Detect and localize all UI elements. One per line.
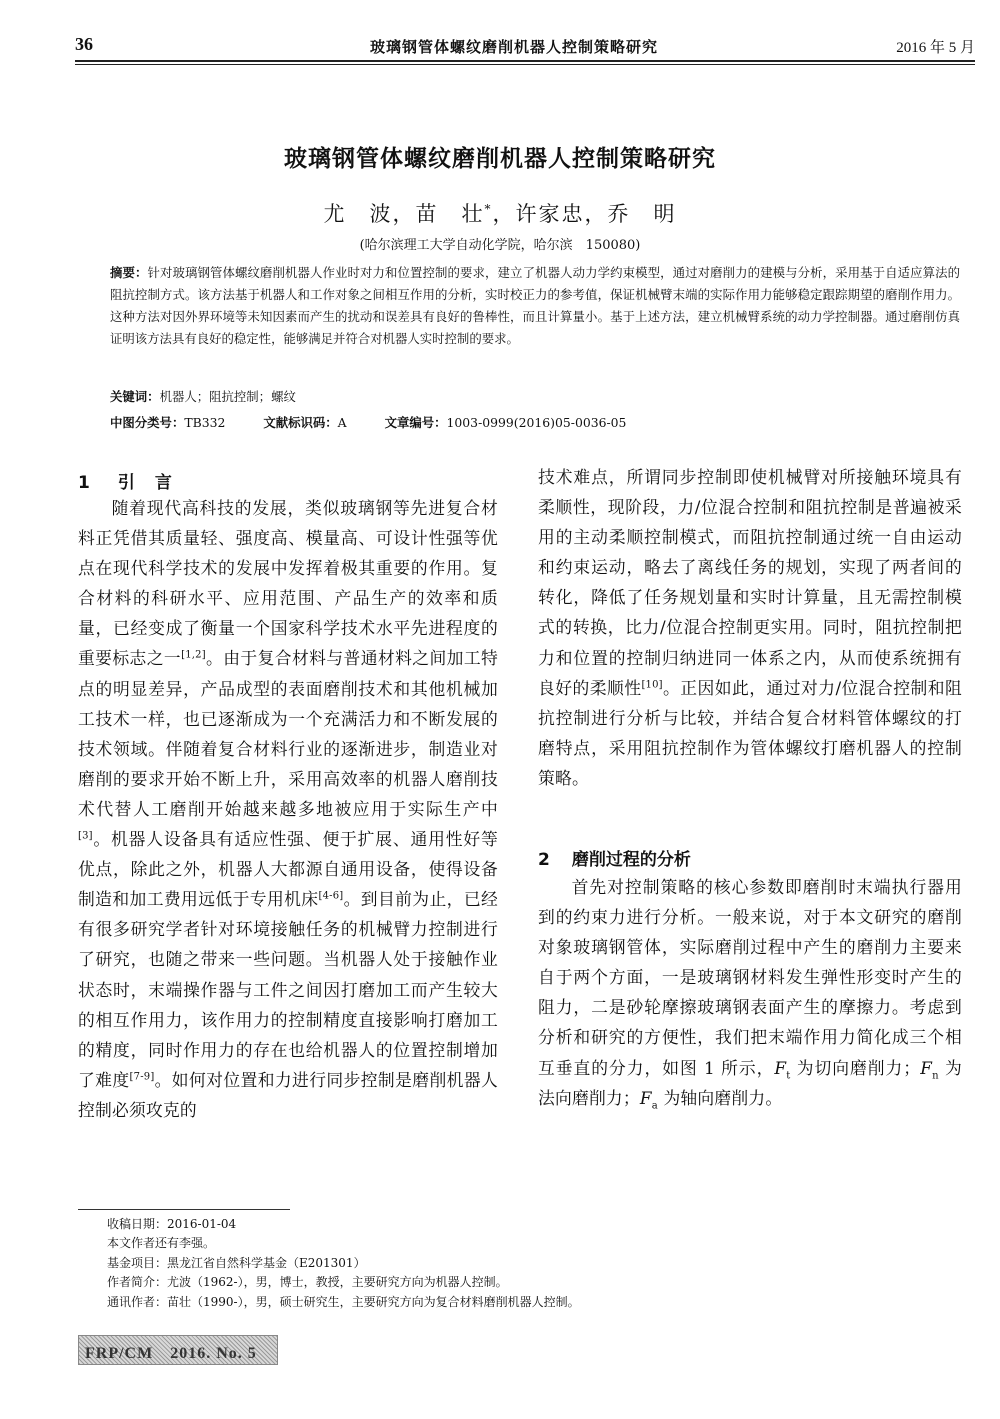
section-1-body: [78, 493, 498, 1125]
footnote-funding: 基金项目：黑龙江省自然科学基金（E201301）: [107, 1255, 366, 1270]
paper-title: 玻璃钢管体螺纹磨削机器人控制策略研究: [284, 146, 716, 172]
classification-line: [110, 413, 960, 431]
footnotes: [107, 1215, 967, 1312]
corresponding-mark: *: [484, 202, 493, 216]
citation: [4-6]: [318, 890, 344, 902]
body-text: 。由于复合材料与普通材料之间加工特点的明显差异，产品成型的表面磨削技术和其他机械加工技术一样，也已逐渐成为一个充满活力和不断发展的技术领域。伴随着复合材料行业的逐渐进步，制造业对磨削的要求开始不断上升，采用高效率的机器人磨削技术代替人工磨削开始越来越多地被应用于实际生产中: [78, 648, 499, 819]
doc-code-label: 文献标识码：: [263, 415, 338, 430]
abstract: [110, 262, 960, 350]
body-text: 为法向磨削力；: [538, 1057, 962, 1108]
body-text: 。正因如此，通过对力/位混合控制和阻抗控制进行分析与比较，并结合复合材料管体螺纹的打磨特点，采用阻抗控制作为管体螺纹打磨机器人的控制策略。: [538, 677, 962, 788]
running-title: 玻璃钢管体螺纹磨削机器人控制策略研究: [370, 38, 659, 56]
body-text: 。到目前为止，已经有很多研究学者针对环境接触任务的机械臂力控制进行了研究，也随之带来一些问题。当机器人处于接触作业状态时，末端操作器与工件之间因打磨加工而产生较大的相互作用力，该作用力的控制精度直接影响打磨加工的精度，同时作用力的存在也给机器人的位置控制增加了难度: [78, 889, 498, 1090]
body-text: 首先对控制策略的核心参数即磨削时末端执行器用到的约束力进行分析。一般来说，对于本文研究的磨削对象玻璃钢管体，实际磨削过程中产生的磨削力主要来自于两个方面，一是玻璃钢材料发生弹性形变时产生的阻力，二是砂轮摩擦玻璃钢表面产生的摩擦力。考虑到分析和研究的方便性，我们把末端作用力简化成三个相互垂直的分力，如图 1 所示，: [538, 877, 962, 1078]
body-text: 为切向磨削力；: [790, 1057, 921, 1078]
journal-mark: [78, 1335, 278, 1365]
article-number-label: 文章编号：: [384, 415, 447, 430]
section-2-heading: [538, 845, 691, 870]
clc-value: TB332: [184, 415, 226, 430]
keywords: [110, 387, 296, 405]
keywords-text: 机器人；阻抗控制；螺纹: [159, 389, 296, 404]
affiliation: (哈尔滨理工大学自动化学院，哈尔滨 150080): [359, 238, 641, 253]
article-number-value: 1003-0999(2016)05-0036-05: [446, 415, 627, 430]
force-symbol: F: [920, 1057, 933, 1078]
authors-part-a: 尤 波，苗 壮: [323, 202, 485, 226]
citation: [7-9]: [129, 1071, 155, 1083]
section-1-continuation: [538, 462, 962, 793]
force-symbol: F: [774, 1057, 787, 1078]
body-text: 。机器人设备具有适应性强、便于扩展、通用性好等优点，除此之外，机器人大都源自通用设备，使得设备制造和加工费用远低于专用机床: [78, 829, 498, 910]
body-text: 随着现代高科技的发展，类似玻璃钢等先进复合材料正凭借其质量轻、强度高、模量高、可设计性强等优点在现代科学技术的发展中发挥着极其重要的作用。复合材料的科研水平、应用范围、产品生产的效率和质量，已经变成了衡量一个国家科学技术水平先进程度的重要标志之一: [78, 498, 498, 669]
section-1-title: 引言: [117, 473, 192, 493]
author-list: [0, 198, 1000, 228]
header-rule-thin: [75, 64, 975, 65]
issue-date: 2016 年 5 月: [896, 40, 975, 56]
footnote-coauthor: 本文作者还有李强。: [107, 1236, 216, 1251]
footnote-rule: [78, 1209, 290, 1210]
footnote-corresponding: 通讯作者：苗壮（1990-），男，硕士研究生，主要研究方向为复合材料磨削机器人控制。: [107, 1294, 580, 1309]
footnote-author-bio: 作者简介：尤波（1962-），男，博士，教授，主要研究方向为机器人控制。: [107, 1275, 508, 1290]
header-rule: [75, 60, 975, 62]
force-subscript-t: t: [786, 1069, 791, 1081]
body-text: 为轴向磨削力。: [657, 1087, 783, 1108]
doc-code-value: A: [337, 415, 347, 430]
citation: [1,2]: [181, 649, 206, 661]
section-1-heading: [78, 468, 192, 493]
section-2-body: [538, 872, 962, 1113]
body-text: 。如何对位置和力进行同步控制是磨削机器人控制必须攻克的: [78, 1069, 498, 1120]
body-text: 技术难点，所谓同步控制即使机械臂对所接触环境具有柔顺性，现阶段，力/位混合控制和阻抗控制是普遍被采用的主动柔顺控制模式，而阻抗控制通过统一自由运动和约束运动，略去了离线任务的规划，实现了两者间的转化，降低了任务规划量和实时计算量，且无需控制模式的转换，比力/位混合控制更实用。同时，阻抗控制把力和位置的控制归纳进同一体系之内，从而使系统拥有良好的柔顺性: [538, 467, 962, 698]
citation: [10]: [641, 679, 663, 691]
continuation-paragraph: [538, 462, 962, 793]
authors-part-b: ，许家忠，乔 明: [492, 202, 677, 226]
clc-label: 中图分类号：: [110, 415, 185, 430]
citation: [3]: [78, 830, 93, 842]
section-1-number: 1: [78, 473, 90, 493]
section-2-title: 磨削过程的分析: [571, 850, 691, 870]
section-2-number: 2: [538, 850, 550, 870]
abstract-text: 针对玻璃钢管体螺纹磨削机器人作业时对力和位置控制的要求，建立了机器人动力学约束模型，通过对磨削力的建模与分析，采用基于自适应算法的阻抗控制方式。该方法基于机器人和工作对象之间相互作用的分析，实时校正力的参考值，保证机械臂末端的实际作用力能够稳定跟踪期望的磨削作用力。这种方法对因外界环境等未知因素而产生的扰动和误差具有良好的鲁棒性，而且计算量小。基于上述方法，建立机械臂系统的动力学控制器。通过磨削仿真证明该方法具有良好的稳定性，能够满足并符合对机器人实时控制的要求。: [110, 265, 961, 346]
section-2-paragraph: [538, 872, 962, 1113]
force-subscript-a: a: [651, 1100, 658, 1112]
force-subscript-n: n: [932, 1069, 939, 1081]
page-number: 36: [75, 34, 93, 54]
keywords-label: 关键词：: [110, 389, 160, 404]
abstract-label: 摘要：: [110, 265, 148, 280]
section-1-paragraph: [78, 493, 498, 1125]
journal-mark-text: FRP/CM 2016. No. 5: [85, 1345, 257, 1362]
footnote-received: 收稿日期：2016-01-04: [107, 1217, 237, 1231]
force-symbol: F: [639, 1087, 652, 1108]
